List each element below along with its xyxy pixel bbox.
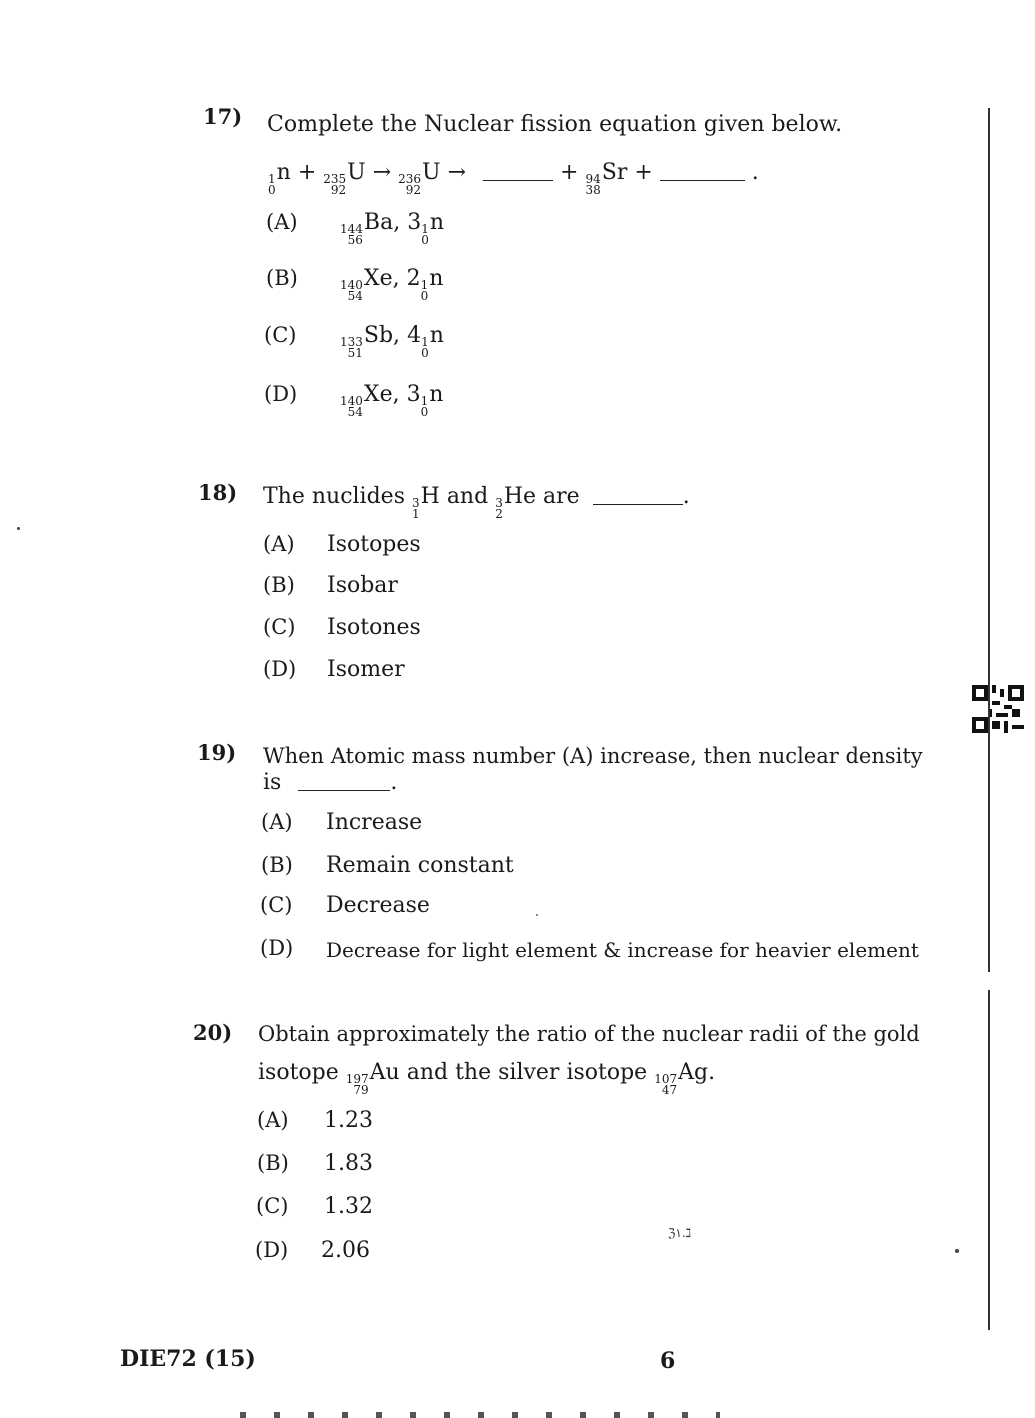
q19-option-d[interactable]: (D) Decrease for light element & increase for heavier element bbox=[260, 936, 919, 962]
q19-number: 19) bbox=[197, 740, 237, 765]
q19-line1: When Atomic mass number (A) increase, then nuclear density bbox=[263, 744, 923, 768]
ag107-nuclide: 107 47 Ag bbox=[654, 1060, 709, 1097]
q17-question: Complete the Nuclear fission equation given below. bbox=[267, 112, 843, 137]
q17-equation: 1 0 n + 235 92 U → 236 92 U → + 94 38 Sr + . bbox=[268, 160, 759, 197]
q20-number: 20) bbox=[193, 1020, 233, 1045]
q19-option-c[interactable]: (C) Decrease bbox=[260, 893, 430, 918]
q18-option-d[interactable]: (D) Isomer bbox=[263, 657, 405, 682]
q18-question: The nuclides 3 1 H and 3 2 He are . bbox=[263, 484, 690, 521]
speck bbox=[17, 527, 20, 530]
answer-blank bbox=[483, 162, 553, 181]
speck bbox=[955, 1249, 959, 1253]
answer-blank bbox=[593, 486, 683, 505]
q20-option-c[interactable]: (C) 1.32 bbox=[256, 1194, 373, 1219]
he3-nuclide: 3 2 He bbox=[495, 484, 537, 521]
q20-line1: Obtain approximately the ratio of the nuclear radii of the gold bbox=[258, 1022, 920, 1046]
u236-nuclide: 236 92 U bbox=[398, 160, 441, 197]
q19-line2: is . bbox=[263, 770, 398, 795]
right-margin-rule bbox=[988, 108, 990, 972]
q18-number: 18) bbox=[198, 480, 238, 505]
q18-option-b[interactable]: (B) Isobar bbox=[263, 573, 398, 598]
q17-option-d[interactable]: (D) 140 54 Xe, 3 1 0 n bbox=[264, 382, 444, 419]
answer-blank bbox=[298, 772, 390, 791]
q20-line2: isotope 197 79 Au and the silver isotope 107 47 Ag. bbox=[258, 1060, 716, 1097]
neutron-nuclide: 1 0 n bbox=[268, 160, 291, 197]
answer-blank bbox=[660, 162, 745, 181]
cut-off-text-line bbox=[240, 1412, 720, 1418]
q19-option-a[interactable]: (A) Increase bbox=[261, 810, 423, 835]
q20-option-d[interactable]: (D) 2.06 bbox=[255, 1238, 370, 1263]
footer-code: DIE72 (15) bbox=[120, 1346, 256, 1372]
q20-option-b[interactable]: (B) 1.83 bbox=[257, 1151, 373, 1176]
q20-option-a[interactable]: (A) 1.23 bbox=[257, 1108, 373, 1133]
q18-option-c[interactable]: (C) Isotones bbox=[263, 615, 421, 640]
right-margin-rule bbox=[988, 990, 990, 1330]
sr-nuclide: 94 38 Sr bbox=[585, 160, 628, 197]
h3-nuclide: 3 1 H bbox=[411, 484, 440, 521]
u235-nuclide: 235 92 U bbox=[323, 160, 366, 197]
q17-number: 17) bbox=[203, 104, 243, 129]
q17-option-b[interactable]: (B) 140 54 Xe, 2 1 0 n bbox=[266, 266, 444, 303]
page-number: 6 bbox=[660, 1348, 676, 1374]
q17-option-c[interactable]: (C) 133 51 Sb, 4 1 0 n bbox=[264, 323, 444, 360]
qr-code bbox=[972, 684, 1024, 734]
handwritten-mark: ℨ۱.ℷ bbox=[668, 1226, 692, 1240]
q17-option-a[interactable]: (A) 144 56 Ba, 3 1 0 n bbox=[266, 210, 444, 247]
q18-option-a[interactable]: (A) Isotopes bbox=[263, 532, 421, 557]
speck bbox=[536, 914, 538, 916]
au197-nuclide: 197 79 Au bbox=[345, 1060, 400, 1097]
q19-option-b[interactable]: (B) Remain constant bbox=[261, 853, 514, 878]
